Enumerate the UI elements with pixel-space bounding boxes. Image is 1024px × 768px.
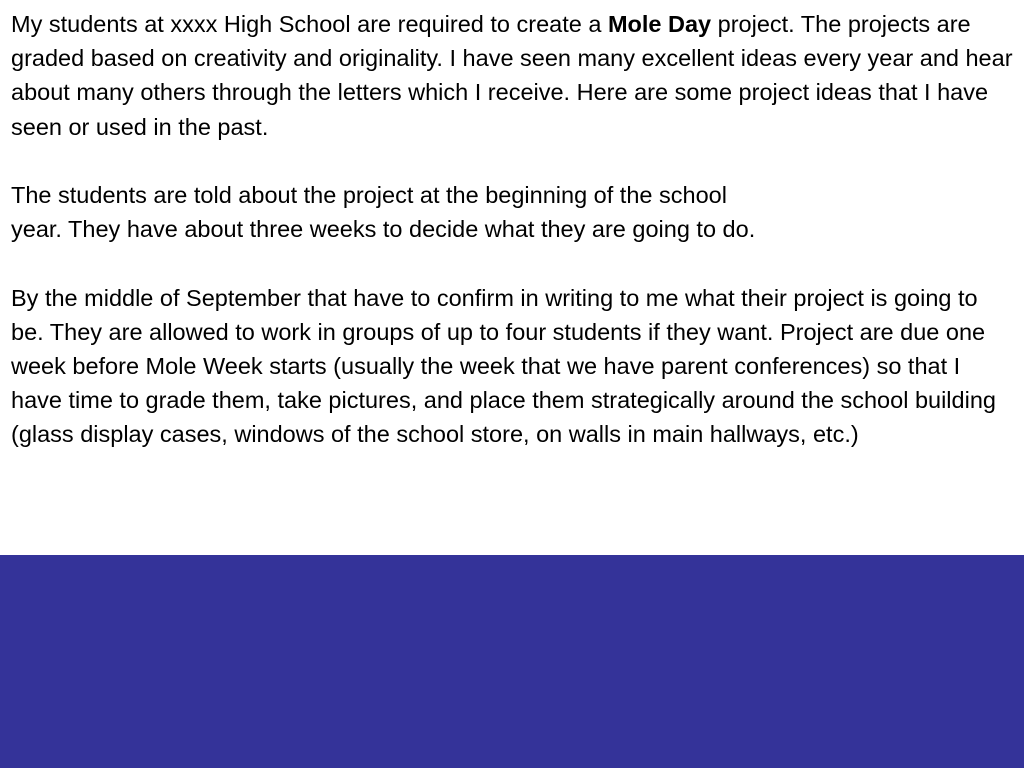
paragraph-spacer [11,144,1016,178]
paragraph-spacer [11,246,1016,280]
footer-color-band [0,555,1024,768]
announcement-line-1: The students are told about the project at the beginning of the school [11,182,727,208]
announcement-line-2: year. They have about three weeks to decide what they are going to do. [11,216,756,243]
intro-paragraph [11,7,1016,144]
mole-day-emphasis: Mole Day [607,11,712,37]
announcement-paragraph [11,178,1016,246]
slide-body [11,7,1016,452]
intro-text-end: project. The projects are graded based on creativity and originality. I have seen many excellent ideas every year and hear about many others through the letters which I receive. Here are some project ideas that I have seen or used in the past. [11,11,1013,140]
deadline-paragraph: By the middle of September that have to confirm in writing to me what their project is going to be. They are allowed to work in groups of up to four students if they want. Project are due one week before Mole Week starts (usually the week that we have parent conferences) so that I have time to grade them, take pictures, and place them strategically around the school building (glass display cases, windows of the school store, on walls in main hallways, etc.) [11,284,996,448]
intro-text-start: My students at xxxx High School are required to create a [11,11,608,37]
